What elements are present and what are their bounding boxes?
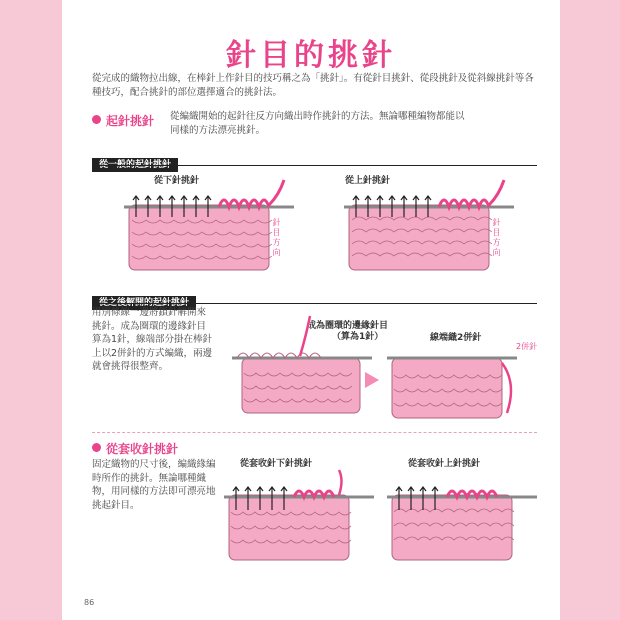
caption-bindoff-knit: 從套收針下針挑針 <box>240 459 313 469</box>
callout-count-one: （算為1針） <box>332 332 384 342</box>
page <box>62 0 560 620</box>
callout-k2tog: 2併針 <box>516 342 538 351</box>
caption-bindoff-purl: 從套收針上針挑針 <box>408 459 481 469</box>
arrow-right-icon <box>365 372 379 388</box>
bullet-icon <box>92 115 101 124</box>
right-margin-band <box>560 0 620 620</box>
subsection-bar-normal: 從一般的起針挑針 <box>92 152 537 166</box>
illustration-bindoff-knit <box>224 470 384 565</box>
callout-edge-loop: 成為圈環的邊緣針目 <box>307 321 389 331</box>
caption-knit-pickup: 從下針挑針 <box>154 176 200 186</box>
illustration-bindoff-purl <box>387 470 547 565</box>
subsection-bar-provisional: 從之後解開的起針挑針 <box>92 290 537 304</box>
section-heading-bind-off: 從套收針挑針 <box>92 440 178 457</box>
section-divider <box>92 432 537 433</box>
bullet-icon <box>92 443 101 452</box>
callout-k2tog-end: 線端織2併針 <box>430 333 482 343</box>
illustration-provisional-after <box>387 343 527 423</box>
provisional-desc: 用別條線一邊將鎖針解開來挑針。成為圈環的邊緣針目算為1針，線端部分掛在棒針上以2併針的方式編織，兩邊就會挑得很整齊。 <box>92 307 213 372</box>
stitch-direction-label-left: 針目方向 <box>272 218 281 257</box>
caption-purl-pickup: 從上針挑針 <box>345 176 391 186</box>
intro-paragraph: 從完成的織物拉出線，在棒針上作針目的技巧稱之為「挑針」。有從針目挑針、從段挑針及從斜線挑針等各種技巧，配合挑針的部位選擇適合的挑針法。 <box>92 73 534 98</box>
bind-off-desc: 固定織物的尺寸後，編織緣編時所作的挑針。無論哪種織物，用同樣的方法即可漂亮地挑起針目。 <box>92 459 216 511</box>
section-desc-cast-on: 從編織開始的起針往反方向織出時作挑針的方法。無論哪種編物都能以同樣的方法漂亮挑針。 <box>170 111 465 136</box>
page-number: 86 <box>84 598 95 607</box>
page-title: 針目的挑針 <box>226 38 396 73</box>
left-margin-band <box>0 0 62 620</box>
section-heading-cast-on: 起針挑針 <box>92 112 154 129</box>
stitch-direction-label-right: 針目方向 <box>492 218 501 257</box>
